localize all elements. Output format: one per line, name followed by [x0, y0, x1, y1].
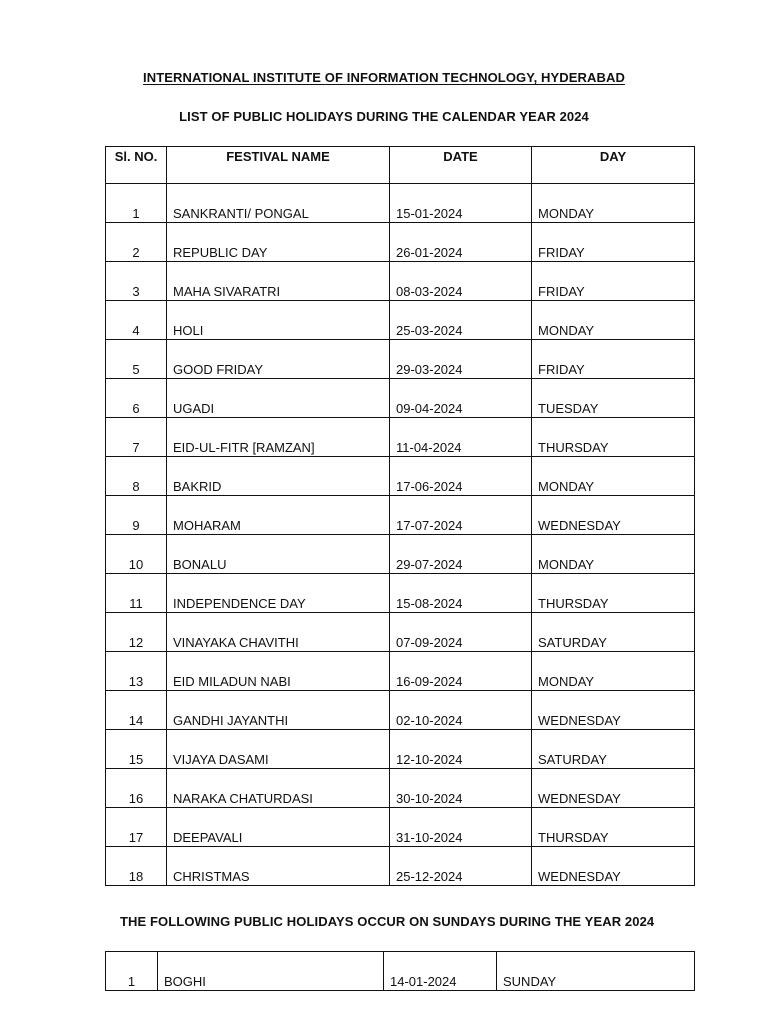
header-sl-no: Sl. NO. — [106, 147, 167, 184]
table-header-row — [106, 147, 695, 184]
table-row — [106, 574, 695, 613]
festival-name: NARAKA CHATURDASI — [167, 769, 390, 808]
table-row — [106, 379, 695, 418]
holiday-date: 17-06-2024 — [390, 457, 532, 496]
holiday-date: 09-04-2024 — [390, 379, 532, 418]
row-number: 13 — [106, 652, 167, 691]
holiday-day: SUNDAY — [497, 952, 695, 991]
row-number: 14 — [106, 691, 167, 730]
holiday-date: 25-03-2024 — [390, 301, 532, 340]
holiday-day: FRIDAY — [532, 223, 695, 262]
holiday-day: THURSDAY — [532, 574, 695, 613]
festival-name: HOLI — [167, 301, 390, 340]
holiday-day: MONDAY — [532, 652, 695, 691]
table-row — [106, 652, 695, 691]
holiday-date: 29-03-2024 — [390, 340, 532, 379]
holiday-date: 15-01-2024 — [390, 184, 532, 223]
header-date: DATE — [390, 147, 532, 184]
holiday-day: WEDNESDAY — [532, 691, 695, 730]
holiday-day: MONDAY — [532, 184, 695, 223]
sunday-holidays-title: THE FOLLOWING PUBLIC HOLIDAYS OCCUR ON SUNDAYS DURING THE YEAR 2024 — [120, 914, 655, 929]
holiday-date: 29-07-2024 — [390, 535, 532, 574]
holiday-day: WEDNESDAY — [532, 769, 695, 808]
row-number: 11 — [106, 574, 167, 613]
table-row — [106, 262, 695, 301]
holiday-day: SATURDAY — [532, 613, 695, 652]
holiday-date: 14-01-2024 — [384, 952, 497, 991]
festival-name: MOHARAM — [167, 496, 390, 535]
holiday-day: FRIDAY — [532, 340, 695, 379]
holiday-day: MONDAY — [532, 301, 695, 340]
row-number: 2 — [106, 223, 167, 262]
table-row — [106, 769, 695, 808]
table-row — [106, 808, 695, 847]
table-row — [106, 223, 695, 262]
festival-name: MAHA SIVARATRI — [167, 262, 390, 301]
holiday-day: MONDAY — [532, 535, 695, 574]
table-row — [106, 847, 695, 886]
festival-name: GANDHI JAYANTHI — [167, 691, 390, 730]
holiday-day: THURSDAY — [532, 418, 695, 457]
row-number: 16 — [106, 769, 167, 808]
institute-title: INTERNATIONAL INSTITUTE OF INFORMATION TECHNOLOGY, HYDERABAD — [143, 70, 625, 85]
festival-name: BOGHI — [158, 952, 384, 991]
row-number: 9 — [106, 496, 167, 535]
table-row — [106, 301, 695, 340]
row-number: 12 — [106, 613, 167, 652]
holiday-day: THURSDAY — [532, 808, 695, 847]
header-festival-name: FESTIVAL NAME — [167, 147, 390, 184]
festival-name: DEEPAVALI — [167, 808, 390, 847]
row-number: 8 — [106, 457, 167, 496]
row-number: 7 — [106, 418, 167, 457]
holiday-date: 26-01-2024 — [390, 223, 532, 262]
holiday-date: 16-09-2024 — [390, 652, 532, 691]
holiday-day: FRIDAY — [532, 262, 695, 301]
row-number: 6 — [106, 379, 167, 418]
festival-name: REPUBLIC DAY — [167, 223, 390, 262]
table-row — [106, 535, 695, 574]
holiday-date: 08-03-2024 — [390, 262, 532, 301]
holiday-list-title: LIST OF PUBLIC HOLIDAYS DURING THE CALENDAR YEAR 2024 — [179, 109, 589, 124]
holiday-day: WEDNESDAY — [532, 847, 695, 886]
header-day: DAY — [532, 147, 695, 184]
table-row — [106, 340, 695, 379]
festival-name: CHRISTMAS — [167, 847, 390, 886]
festival-name: VINAYAKA CHAVITHI — [167, 613, 390, 652]
row-number: 18 — [106, 847, 167, 886]
table-row — [106, 952, 695, 991]
festival-name: INDEPENDENCE DAY — [167, 574, 390, 613]
row-number: 17 — [106, 808, 167, 847]
holiday-date: 31-10-2024 — [390, 808, 532, 847]
holiday-table — [105, 146, 695, 886]
row-number: 15 — [106, 730, 167, 769]
holiday-date: 17-07-2024 — [390, 496, 532, 535]
festival-name: BAKRID — [167, 457, 390, 496]
holiday-day: SATURDAY — [532, 730, 695, 769]
holiday-date: 25-12-2024 — [390, 847, 532, 886]
row-number: 3 — [106, 262, 167, 301]
festival-name: SANKRANTI/ PONGAL — [167, 184, 390, 223]
holiday-date: 02-10-2024 — [390, 691, 532, 730]
holiday-date: 11-04-2024 — [390, 418, 532, 457]
holiday-date: 30-10-2024 — [390, 769, 532, 808]
holiday-date: 07-09-2024 — [390, 613, 532, 652]
festival-name: GOOD FRIDAY — [167, 340, 390, 379]
holiday-day: TUESDAY — [532, 379, 695, 418]
festival-name: EID-UL-FITR [RAMZAN] — [167, 418, 390, 457]
holiday-day: WEDNESDAY — [532, 496, 695, 535]
row-number: 1 — [106, 952, 158, 991]
row-number: 1 — [106, 184, 167, 223]
festival-name: EID MILADUN NABI — [167, 652, 390, 691]
holiday-day: MONDAY — [532, 457, 695, 496]
table-row — [106, 730, 695, 769]
table-row — [106, 613, 695, 652]
holiday-date: 15-08-2024 — [390, 574, 532, 613]
festival-name: VIJAYA DASAMI — [167, 730, 390, 769]
table-row — [106, 691, 695, 730]
row-number: 10 — [106, 535, 167, 574]
festival-name: UGADI — [167, 379, 390, 418]
table-row — [106, 457, 695, 496]
holiday-date: 12-10-2024 — [390, 730, 532, 769]
table-row — [106, 496, 695, 535]
row-number: 4 — [106, 301, 167, 340]
row-number: 5 — [106, 340, 167, 379]
sunday-holiday-table — [105, 951, 695, 991]
table-row — [106, 418, 695, 457]
table-row — [106, 184, 695, 223]
festival-name: BONALU — [167, 535, 390, 574]
